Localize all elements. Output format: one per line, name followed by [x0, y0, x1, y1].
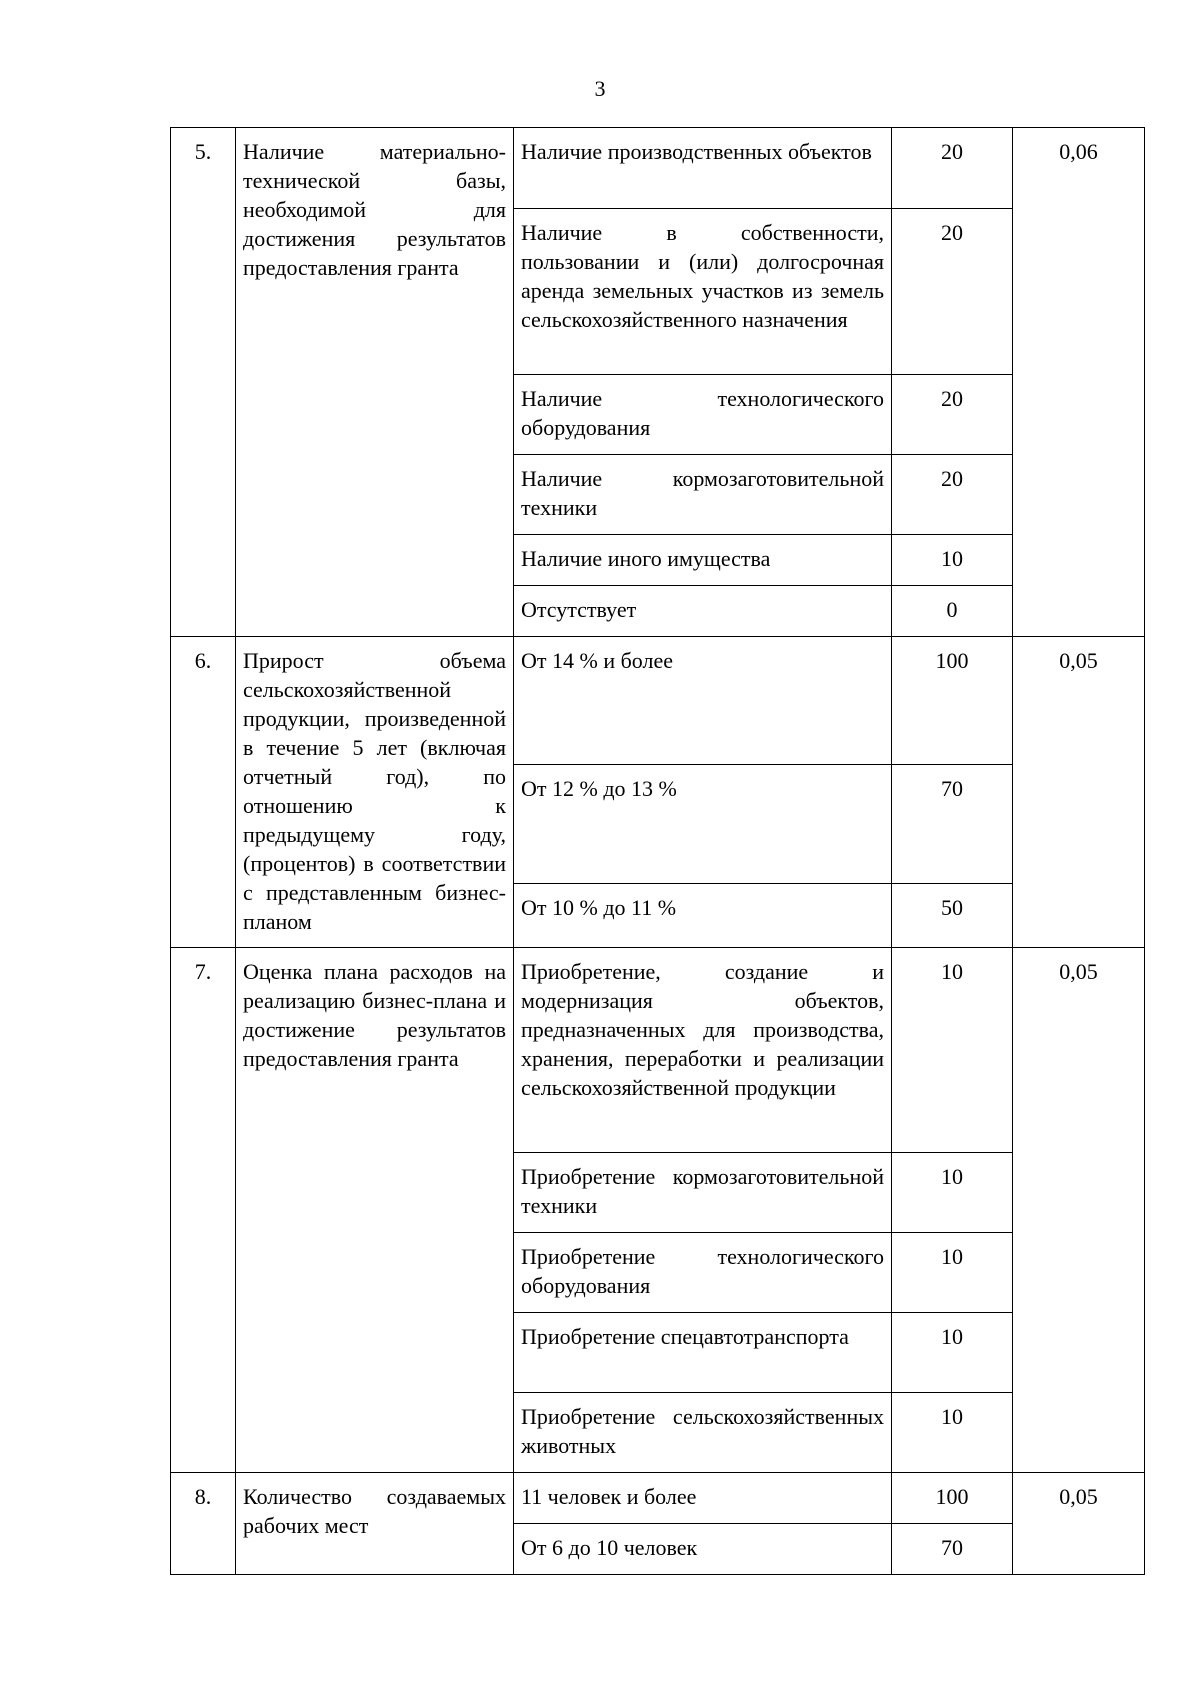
option-text: От 12 % до 13 %: [514, 765, 892, 884]
option-points: 70: [892, 1524, 1013, 1575]
criterion-number: 5.: [171, 128, 236, 637]
option-points: 20: [892, 375, 1013, 455]
criterion-number: 7.: [171, 948, 236, 1473]
option-text: Приобретение сельскохозяйственных животных: [514, 1393, 892, 1473]
option-text: Наличие иного имущества: [514, 535, 892, 586]
option-text: Приобретение, создание и модернизация объектов, предназначенных для производства, хранения, переработки и реализации сельскохозяйственной продукции: [514, 948, 892, 1153]
option-text: От 10 % до 11 %: [514, 884, 892, 948]
option-points: 0: [892, 586, 1013, 637]
table-row: [171, 637, 1145, 765]
option-points: 70: [892, 765, 1013, 884]
table-row: [171, 128, 1145, 209]
criterion-number: 6.: [171, 637, 236, 948]
option-text: Наличие в собственности, пользовании и (или) долгосрочная аренда земельных участков из земель сельскохозяйственного назначения: [514, 209, 892, 375]
option-points: 50: [892, 884, 1013, 948]
option-text: Отсутствует: [514, 586, 892, 637]
option-text: Наличие производственных объектов: [514, 128, 892, 209]
page-number: 3: [594, 76, 606, 101]
option-text: От 6 до 10 человек: [514, 1524, 892, 1575]
option-points: 10: [892, 535, 1013, 586]
criterion-weight: 0,05: [1013, 1473, 1145, 1575]
option-points: 100: [892, 637, 1013, 765]
option-text: 11 человек и более: [514, 1473, 892, 1524]
option-points: 20: [892, 455, 1013, 535]
option-text: Приобретение технологического оборудования: [514, 1233, 892, 1313]
option-text: Наличие технологического оборудования: [514, 375, 892, 455]
table-row: [171, 948, 1145, 1153]
option-points: 10: [892, 948, 1013, 1153]
option-points: 20: [892, 128, 1013, 209]
criterion-name: Количество создаваемых рабочих мест: [236, 1473, 514, 1575]
criterion-weight: 0,05: [1013, 948, 1145, 1473]
option-text: Наличие кормозаготовительной техники: [514, 455, 892, 535]
criterion-number: 8.: [171, 1473, 236, 1575]
option-text: От 14 % и более: [514, 637, 892, 765]
option-points: 10: [892, 1153, 1013, 1233]
option-points: 20: [892, 209, 1013, 375]
criterion-weight: 0,06: [1013, 128, 1145, 637]
option-points: 10: [892, 1233, 1013, 1313]
option-points: 10: [892, 1393, 1013, 1473]
criteria-table: [170, 127, 1145, 1575]
table-row: [171, 1473, 1145, 1524]
criterion-name: Оценка плана расходов на реализацию бизнес-плана и достижение результатов предоставления гранта: [236, 948, 514, 1473]
option-text: Приобретение кормозаготовительной техники: [514, 1153, 892, 1233]
criterion-name: Прирост объема сельскохозяйственной продукции, произведенной в течение 5 лет (включая отчетный год), по отношению к предыдущему году, (процентов) в соответствии с представленным бизнес-планом: [236, 637, 514, 948]
criterion-weight: 0,05: [1013, 637, 1145, 948]
option-points: 10: [892, 1313, 1013, 1393]
criterion-name: Наличие материально-технической базы, необходимой для достижения результатов предоставления гранта: [236, 128, 514, 637]
option-points: 100: [892, 1473, 1013, 1524]
option-text: Приобретение спецавтотранспорта: [514, 1313, 892, 1393]
